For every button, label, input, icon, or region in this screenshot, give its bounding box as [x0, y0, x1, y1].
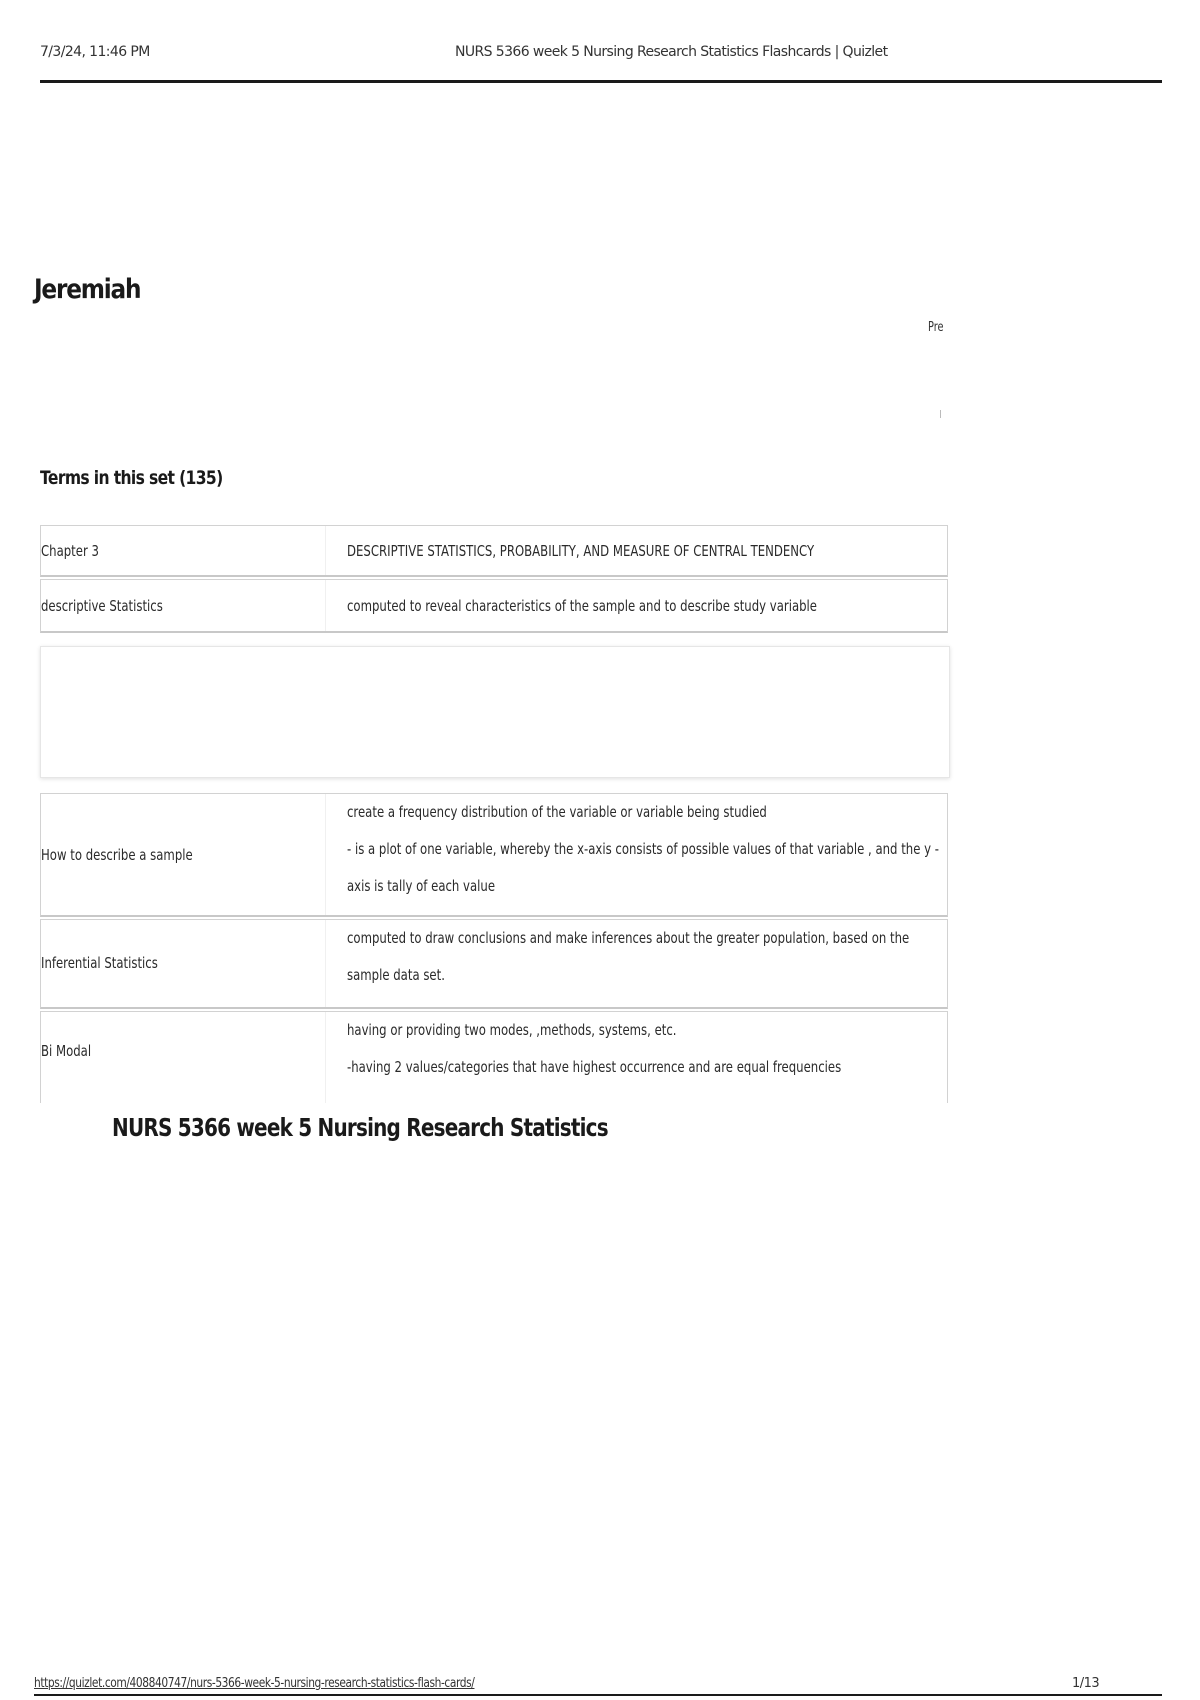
- definition-line: axis is tally of each value: [347, 877, 496, 895]
- term-card-row[interactable]: [40, 793, 948, 917]
- profile-name[interactable]: Jeremiah: [34, 274, 141, 305]
- definition-line: -having 2 values/categories that have highest occurrence and are equal frequencies: [347, 1058, 842, 1076]
- print-date: 7/3/24, 11:46 PM: [40, 44, 150, 60]
- header-divider: [40, 80, 1162, 83]
- term-card-row[interactable]: [40, 919, 948, 1009]
- definition-text: [347, 920, 909, 994]
- definition-line: having or providing two modes, ,methods, systems, etc.: [347, 1021, 677, 1039]
- page-url-link[interactable]: https://quizlet.com/408840747/nurs-5366-week-5-nursing-research-statistics-flash-cards/: [34, 1676, 475, 1691]
- definition-text: computed to reveal characteristics of the sample and to describe study variable: [347, 597, 817, 615]
- side-label: Pre: [928, 320, 944, 335]
- column-divider: [325, 580, 326, 631]
- definition-text: [347, 1012, 841, 1086]
- definition-line: - is a plot of one variable, whereby the x-axis consists of possible values of that variable , and the y -: [347, 840, 939, 858]
- definition-text: DESCRIPTIVE STATISTICS, PROBABILITY, AND MEASURE OF CENTRAL TENDENCY: [347, 542, 815, 560]
- term-text: descriptive Statistics: [41, 597, 163, 615]
- footer-divider: [34, 1694, 1162, 1696]
- term-card-row[interactable]: [40, 579, 948, 633]
- term-text: Chapter 3: [41, 542, 99, 560]
- ad-placeholder: [40, 646, 950, 778]
- definition-line: sample data set.: [347, 966, 445, 984]
- column-divider: [325, 526, 326, 575]
- term-card-row[interactable]: [40, 1011, 948, 1103]
- column-divider: [325, 1012, 326, 1103]
- decorative-mark: [940, 410, 941, 418]
- page-number: 1/13: [1072, 1676, 1100, 1691]
- term-text: How to describe a sample: [41, 846, 193, 864]
- definition-line: create a frequency distribution of the variable or variable being studied: [347, 803, 767, 821]
- term-text: Bi Modal: [41, 1042, 92, 1060]
- print-page-title: NURS 5366 week 5 Nursing Research Statistics Flashcards | Quizlet: [455, 44, 888, 60]
- term-card-row[interactable]: [40, 525, 948, 577]
- column-divider: [325, 920, 326, 1007]
- term-text: Inferential Statistics: [41, 954, 158, 972]
- print-header: [40, 44, 1160, 66]
- definition-line: computed to draw conclusions and make inferences about the greater population, based on the: [347, 929, 910, 947]
- definition-text: [347, 794, 939, 905]
- column-divider: [325, 794, 326, 915]
- terms-heading: Terms in this set (135): [40, 467, 223, 489]
- print-footer: [34, 1676, 1164, 1696]
- set-title: NURS 5366 week 5 Nursing Research Statistics: [112, 1113, 608, 1142]
